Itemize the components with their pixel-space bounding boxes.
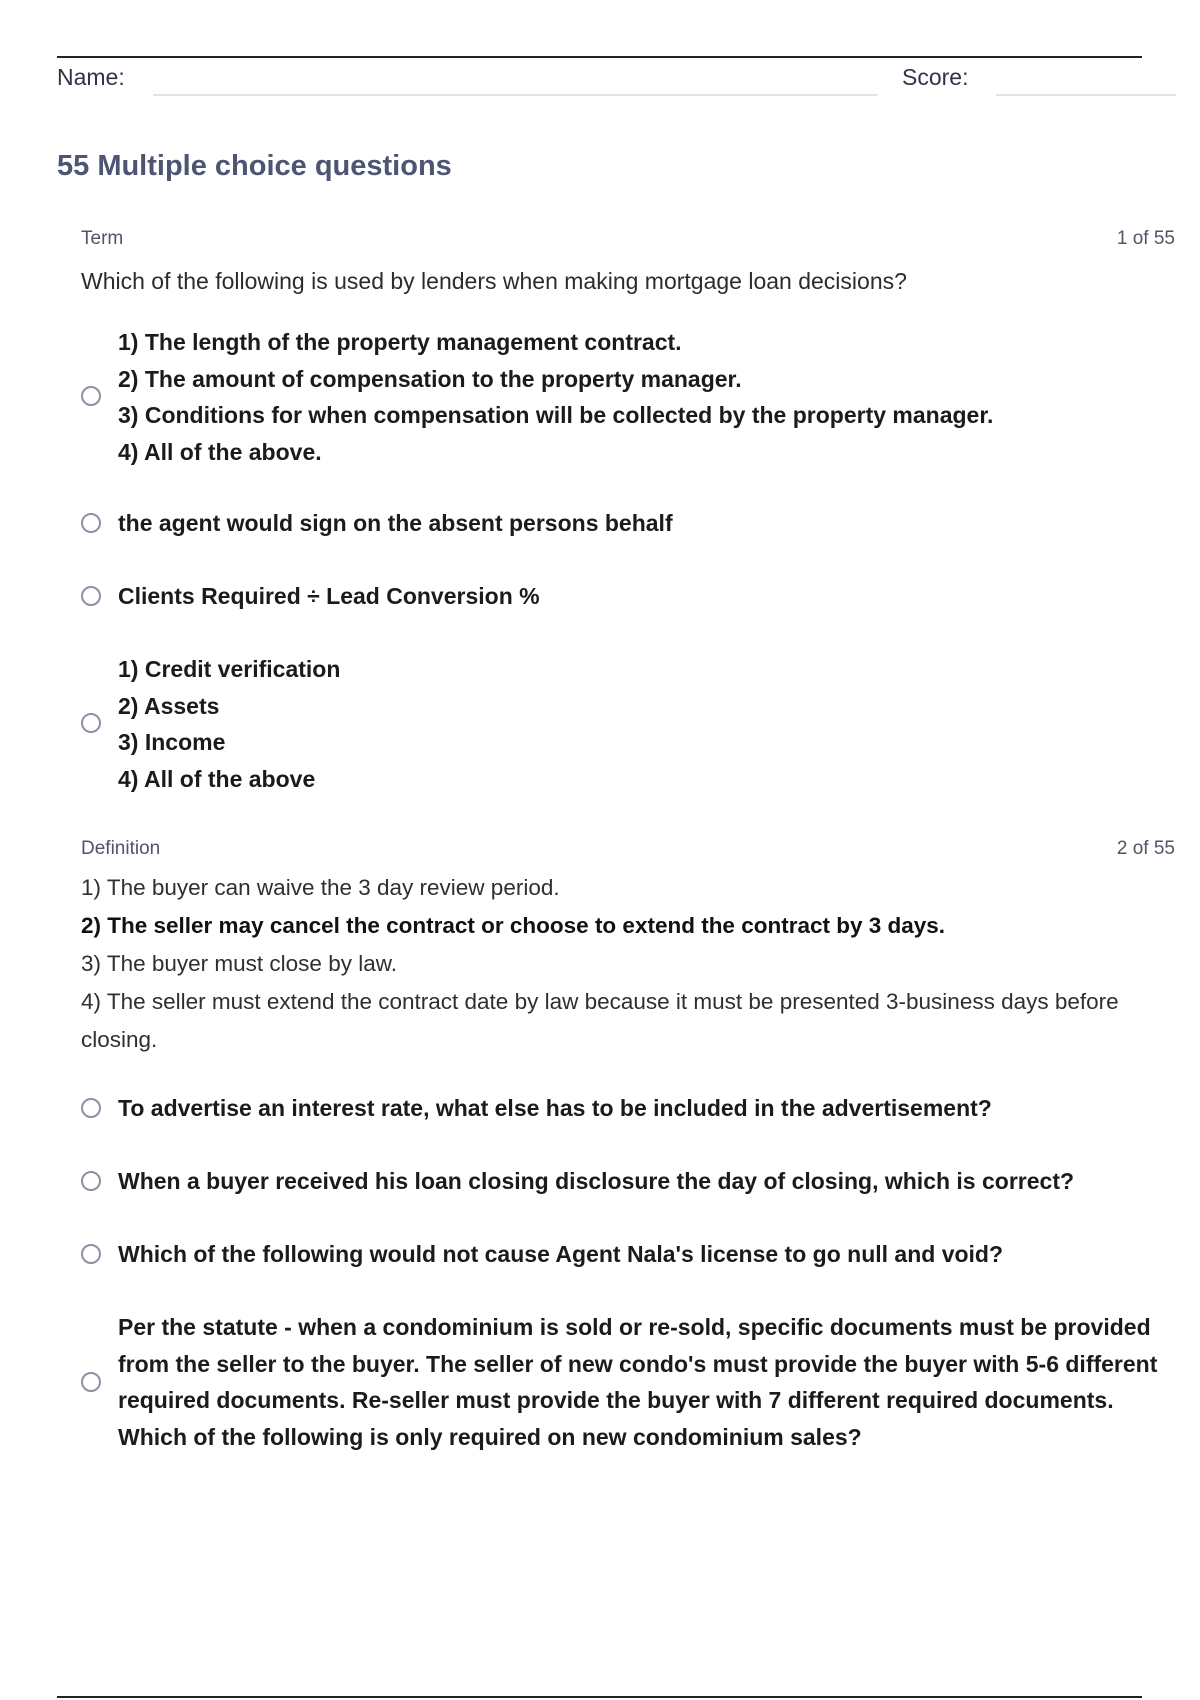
option-line: 1) The length of the property management contract.	[118, 329, 682, 355]
answer-option[interactable]	[81, 324, 1171, 470]
bottom-rule	[57, 1696, 1142, 1698]
answer-option[interactable]	[81, 578, 1171, 615]
question-number: 2 of 55	[1116, 838, 1175, 859]
section-title: 55 Multiple choice questions	[57, 150, 452, 182]
option-line: 4) All of the above	[118, 765, 316, 792]
option-line: 1) Credit verification	[118, 656, 341, 682]
option-text: Per the statute - when a condominium is sold or re-sold, specific documents must be provided from the seller to the buyer. The seller of new condo's must provide the buyer with 5-6 different required documents. Re-seller must provide the buyer with 7 different required documents. Which of the following is only required on new condominium sales?	[118, 1314, 1158, 1450]
option-text: Clients Required ÷ Lead Conversion %	[118, 583, 540, 609]
answer-option[interactable]	[81, 1309, 1171, 1455]
option-line: 3) Conditions for when compensation will be collected by the property manager.	[118, 402, 994, 428]
answer-option[interactable]	[81, 505, 1171, 542]
radio-button[interactable]	[81, 586, 101, 606]
prompt-line: 4) The seller must extend the contract date by law because it must be presented 3-business days before closing.	[81, 989, 1119, 1052]
option-line: 4) All of the above.	[118, 438, 322, 465]
radio-button[interactable]	[81, 1244, 101, 1264]
radio-button[interactable]	[81, 1372, 101, 1392]
answer-option[interactable]	[81, 1163, 1171, 1200]
question-type: Term	[81, 228, 124, 249]
prompt-line: 2) The seller may cancel the contract or choose to extend the contract by 3 days.	[81, 913, 946, 938]
prompt-line: 1) The buyer can waive the 3 day review period.	[81, 875, 560, 900]
prompt-line: 3) The buyer must close by law.	[81, 951, 397, 976]
answer-option[interactable]	[81, 1236, 1171, 1273]
option-text: the agent would sign on the absent persons behalf	[118, 510, 673, 536]
name-field[interactable]	[153, 94, 878, 96]
option-text: When a buyer received his loan closing disclosure the day of closing, which is correct?	[118, 1168, 1075, 1194]
radio-button[interactable]	[81, 513, 101, 533]
radio-button[interactable]	[81, 1171, 101, 1191]
question-type: Definition	[81, 838, 161, 859]
question-1-header	[81, 228, 1175, 250]
radio-button[interactable]	[81, 386, 101, 406]
radio-button[interactable]	[81, 713, 101, 733]
question-2-header	[81, 838, 1175, 860]
answer-option[interactable]	[81, 651, 1171, 797]
question-number: 1 of 55	[1116, 228, 1175, 249]
option-text: To advertise an interest rate, what else has to be included in the advertisement?	[118, 1095, 992, 1121]
option-text: Which of the following would not cause Agent Nala's license to go null and void?	[118, 1241, 1004, 1267]
question-1-prompt: Which of the following is used by lenders when making mortgage loan decisions?	[81, 268, 907, 294]
option-line: 3) Income	[118, 729, 226, 755]
radio-button[interactable]	[81, 1098, 101, 1118]
option-line: 2) Assets	[118, 692, 220, 719]
option-line: 2) The amount of compensation to the property manager.	[118, 365, 742, 392]
score-label: Score:	[902, 64, 969, 90]
top-rule	[57, 56, 1142, 58]
question-2-prompt	[81, 869, 1175, 1059]
answer-option[interactable]	[81, 1090, 1171, 1127]
name-label: Name:	[57, 64, 125, 90]
score-field[interactable]	[996, 94, 1176, 96]
